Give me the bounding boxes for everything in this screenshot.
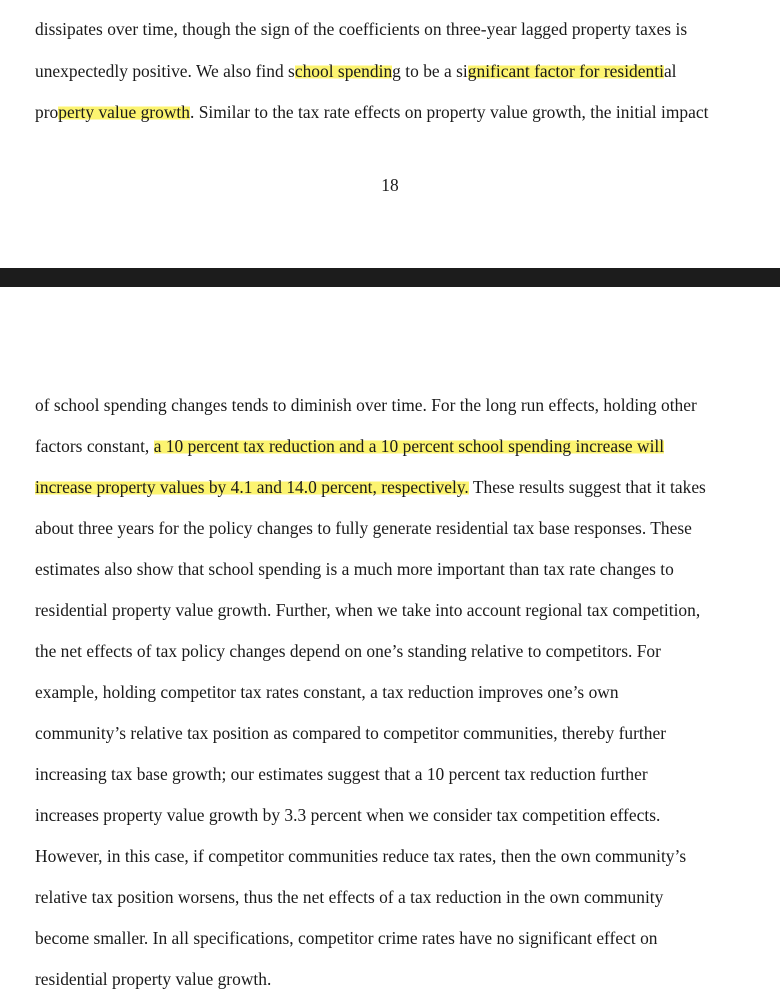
text-line [35,394,697,416]
text-line [35,60,677,82]
text-line [35,886,663,908]
highlighted-text: increase property values by 4.1 and 14.0 percent, respectively. [35,477,469,497]
text-segment: of school spending changes tends to diminish over time. For the long run effects, holding other [35,395,697,415]
text-line [35,558,674,580]
text-segment: unexpectedly positive. We also find s [35,61,295,81]
text-line [35,722,666,744]
highlighted-text: chool spendin [294,61,393,81]
text-line [35,517,692,539]
text-line [35,845,686,867]
page-number: 18 [381,175,399,195]
text-segment: about three years for the policy changes to fully generate residential tax base responses. These [35,518,692,538]
text-line [35,640,661,662]
text-segment: become smaller. In all specifications, competitor crime rates have no significant effect on [35,928,658,948]
text-segment: residential property value growth. [35,969,272,989]
text-segment: the net effects of tax policy changes depend on one’s standing relative to competitors. For [35,641,661,661]
text-segment: community’s relative tax position as compared to competitor communities, thereby further [35,723,667,743]
text-segment: increasing tax base growth; our estimates suggest that a 10 percent tax reduction further [35,764,648,784]
text-segment: al [663,61,677,81]
text-segment: factors constant, [35,436,154,456]
text-segment: These results suggest that it takes [468,477,706,497]
text-line [35,927,658,949]
text-line [35,435,664,457]
text-segment: residential property value growth. Further, when we take into account regional tax competition, [35,600,701,620]
text-line [35,599,700,621]
top-page [0,0,780,268]
text-segment: However, in this case, if competitor communities reduce tax rates, then the own community’s [35,846,687,866]
text-line [35,476,706,498]
bottom-page [0,287,780,1000]
text-segment: g to be a si [392,61,468,81]
text-segment: increases property value growth by 3.3 percent when we consider tax competition effects. [35,805,661,825]
highlighted-text: perty value growth [58,102,190,122]
text-line [35,763,648,785]
text-segment: pro [35,102,59,122]
text-segment: example, holding competitor tax rates constant, a tax reduction improves one’s own [35,682,619,702]
text-segment: . Similar to the tax rate effects on property value growth, the initial impact [189,102,709,122]
highlighted-text: gnificant factor for residenti [467,61,664,81]
text-line [35,968,271,990]
text-line [35,681,619,703]
text-line [35,804,660,826]
text-segment: dissipates over time, though the sign of the coefficients on three-year lagged property taxes is [35,19,688,39]
text-line [35,101,708,123]
highlighted-text: a 10 percent tax reduction and a 10 percent school spending increase will [153,436,665,456]
page-divider [0,268,780,287]
text-segment: estimates also show that school spending is a much more important than tax rate changes to [35,559,674,579]
text-line [35,18,687,40]
text-segment: relative tax position worsens, thus the net effects of a tax reduction in the own community [35,887,664,907]
